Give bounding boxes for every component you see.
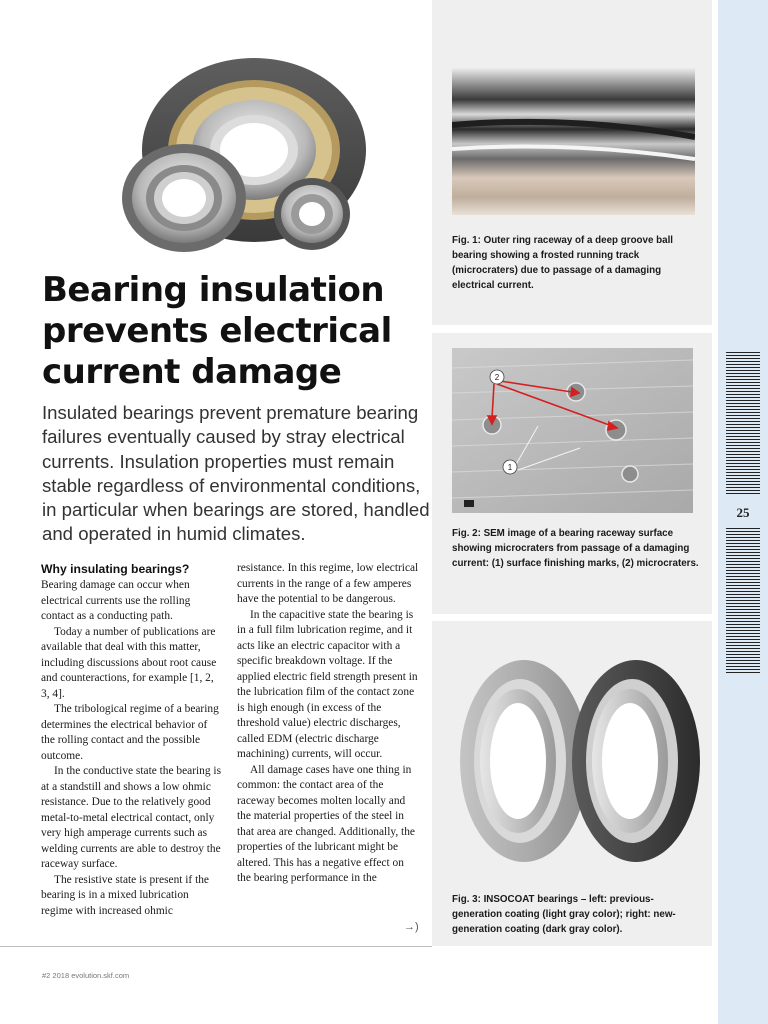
paragraph: resistance. In this regime, low electrical currents in the range of a few amperes have the potential to be dangerous. [237,562,419,605]
page-number: 25 [736,505,750,520]
figure-2-label-1: 1 [507,463,513,472]
figure-2-caption: Fig. 2: SEM image of a bearing raceway surface showing microcraters from passage of a damaging current: (1) surface finishing marks, (2) microcraters. [452,528,699,569]
figure-3-panel [432,621,712,946]
paragraph: The resistive state is present if the bearing is in a mixed lubrication regime with increased ohmic [41,873,209,917]
figure-3-insocoat-bearings-image [452,643,700,883]
figure-1-caption: Fig. 1: Outer ring raceway of a deep groove ball bearing showing a frosted running track (microcraters) due to passage of a damaging electrical current. [452,235,674,291]
figure-3-caption: Fig. 3: INSOCOAT bearings – left: previous-generation coating (light gray color); right: new-generation coating (dark gray color). [452,894,676,935]
figure-2-panel [432,333,712,614]
paragraph: Today a number of publications are available that deal with this matter, including discussions about root cause and counteractions, for example [1, 2, 3, 4]. [41,625,217,700]
figure-2-label-2: 2 [494,373,500,382]
page-footer: #2 2018 evolution.skf.com [42,971,130,980]
side-decoration-bottom [726,528,760,673]
text-column-1 [41,561,223,919]
paragraph: The tribological regime of a bearing determines the electrical behavior of the rolling contact and the possible outcome. [41,703,219,762]
section-heading: Why insulating bearings? [41,562,190,576]
paragraph: Bearing damage can occur when electrical currents use the rolling contact as a conducting path. [41,579,191,622]
page-side-bar [718,0,768,1024]
paragraph: All damage cases have one thing in common: the contact area of the raceway becomes molten locally and the material properties of the steel in that area are changed. Additionally, the properties of the lubricant might be altered. This has a negative effect on the bearing performance in the [237,763,415,884]
article-lead: Insulated bearings prevent premature bearing failures eventually caused by stray electrical currents. Insulation properties must remain stable regardless of environmental conditions, in particular when bearings are stored, handled and operated in humid climates. [42,402,430,545]
article-title: Bearing insulation prevents electrical current damage [42,270,392,392]
figure-1-panel [432,0,712,325]
figure-2-sem-image [452,348,693,513]
continue-arrow-icon: →) [404,921,419,933]
paragraph: In the conductive state the bearing is at a standstill and shows a low ohmic resistance. Due to the relatively good metal-to-metal electrical contact, only very high amperage currents such as welding currents are able to destroy the raceway surface. [41,765,222,870]
side-decoration-top [726,352,760,494]
paragraph: In the capacitive state the bearing is in a full film lubrication regime, and it acts like an electric capacitor with a specific breakdown voltage. If the applied electric field strength present in the lubrication film of the contact zone is high enough (in excess of the threshold value) electric discharges, called EDM (electric discharge machining) currents, will occur. [237,608,418,760]
text-column-2 [237,561,419,887]
hero-bearings-image [96,56,386,256]
figure-1-raceway-image [452,67,695,215]
figure-column [432,0,718,1024]
bottom-divider [0,946,432,947]
